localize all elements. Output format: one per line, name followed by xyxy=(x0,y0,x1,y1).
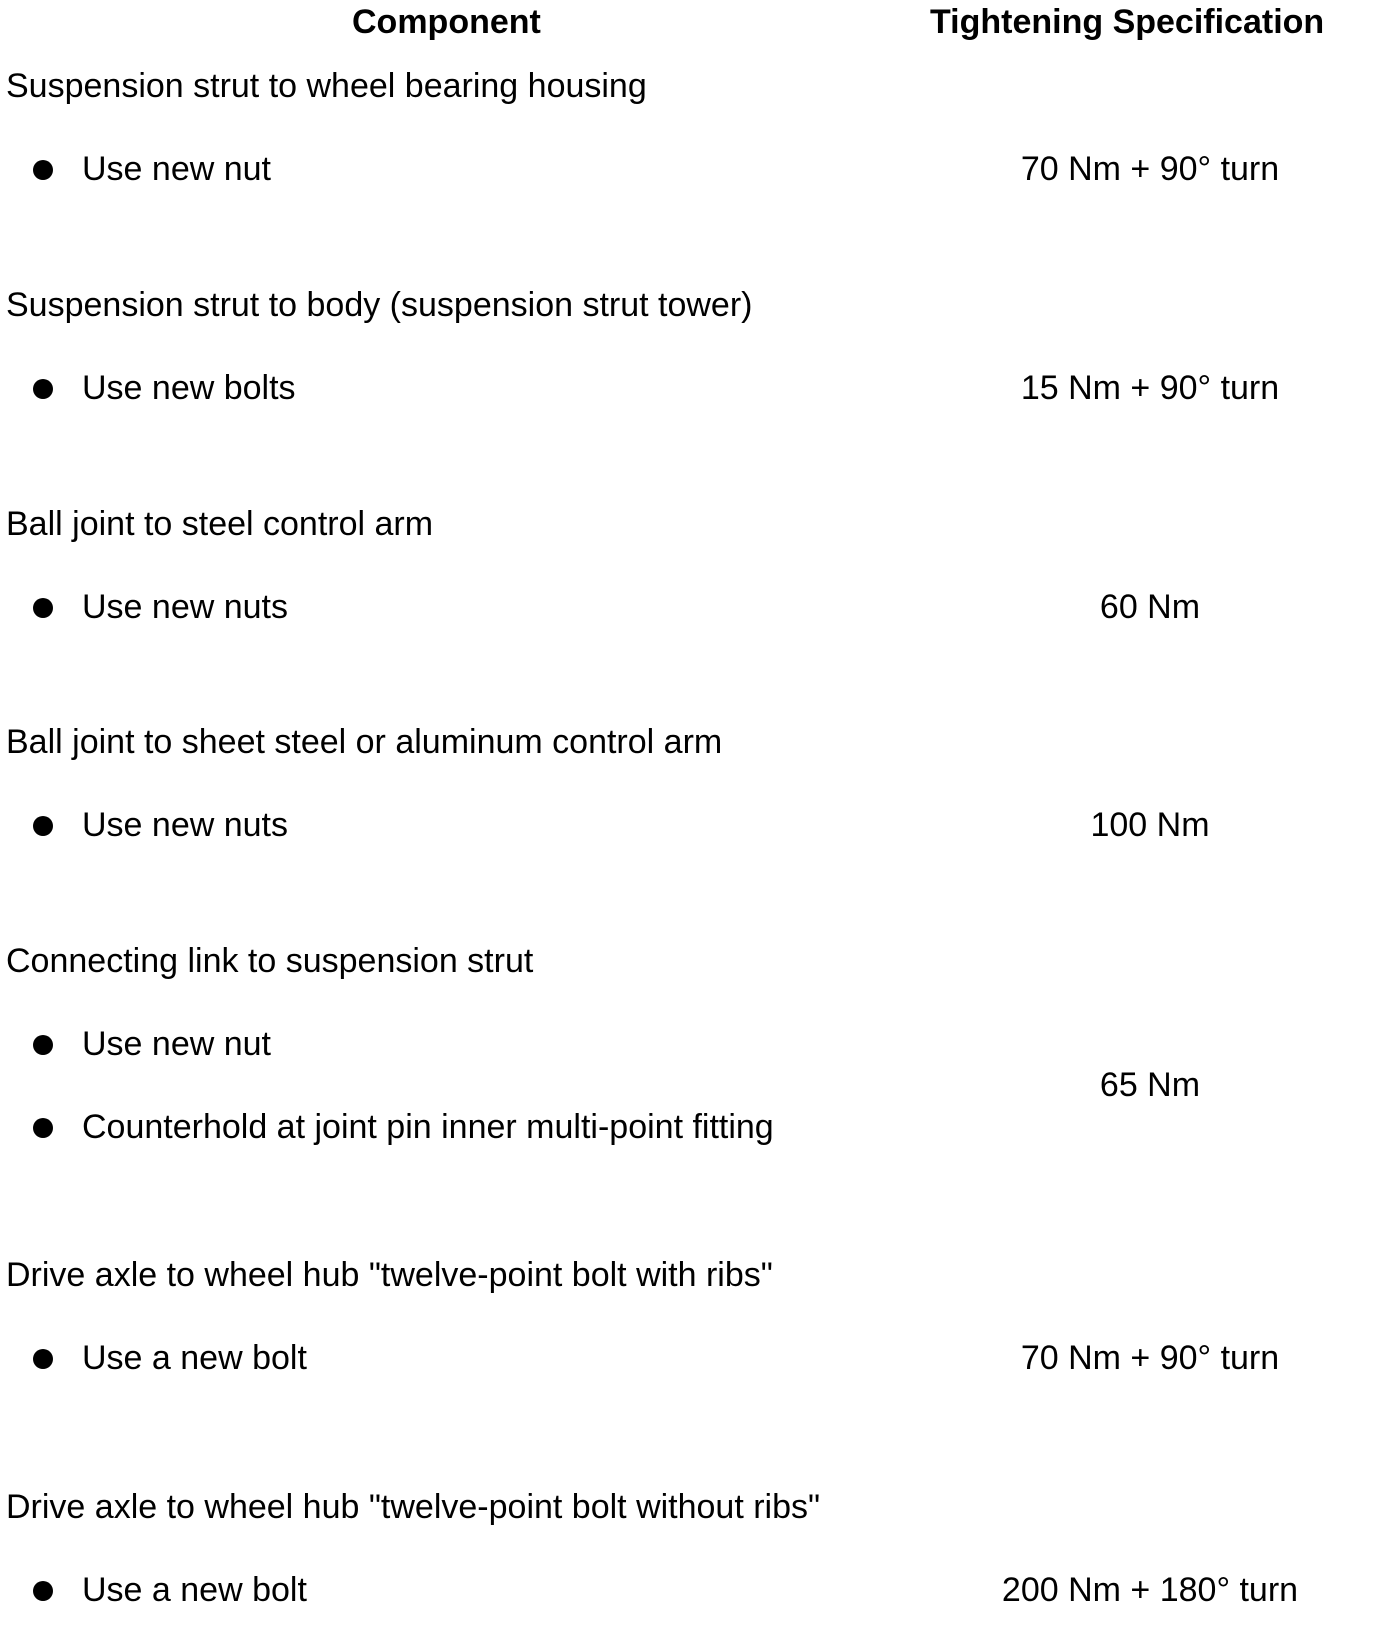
bullet-dot-icon xyxy=(33,1349,53,1369)
bullet-dot-icon xyxy=(33,160,53,180)
bullet-item xyxy=(0,805,860,845)
component-title: Ball joint to sheet steel or aluminum control arm xyxy=(6,723,723,761)
tightening-spec: 70 Nm + 90° turn xyxy=(1020,150,1280,188)
component-title: Suspension strut to body (suspension strut tower) xyxy=(6,286,753,324)
bullet-item xyxy=(0,1107,860,1147)
component-title: Connecting link to suspension strut xyxy=(6,942,534,980)
tightening-spec: 60 Nm xyxy=(1099,588,1201,626)
bullet-dot-icon xyxy=(33,379,53,399)
bullet-item xyxy=(0,587,860,627)
component-title: Ball joint to steel control arm xyxy=(6,505,434,543)
tightening-spec: 15 Nm + 90° turn xyxy=(1020,369,1280,407)
bullet-item xyxy=(0,149,860,189)
bullet-text: Use new nuts xyxy=(82,588,288,626)
bullet-dot-icon xyxy=(33,1581,53,1601)
bullet-text: Use a new bolt xyxy=(82,1571,307,1609)
bullet-item xyxy=(0,368,860,408)
bullet-text: Use a new bolt xyxy=(82,1339,307,1377)
tightening-spec: 200 Nm + 180° turn xyxy=(1001,1571,1299,1609)
component-title: Drive axle to wheel hub "twelve-point bolt with ribs" xyxy=(6,1256,773,1294)
tightening-spec: 65 Nm xyxy=(1099,1066,1201,1104)
component-title: Suspension strut to wheel bearing housing xyxy=(6,67,647,105)
component-title: Drive axle to wheel hub "twelve-point bolt without ribs" xyxy=(6,1488,821,1526)
bullet-dot-icon xyxy=(33,816,53,836)
bullet-item xyxy=(0,1338,860,1378)
bullet-text: Use new nut xyxy=(82,150,271,188)
bullet-text: Use new bolts xyxy=(82,369,296,407)
bullet-dot-icon xyxy=(33,1118,53,1138)
column-header-specification: Tightening Specification xyxy=(930,3,1325,41)
bullet-item xyxy=(0,1024,860,1064)
tightening-spec: 100 Nm xyxy=(1090,806,1210,844)
bullet-text: Use new nuts xyxy=(82,806,288,844)
bullet-item xyxy=(0,1570,860,1610)
bullet-dot-icon xyxy=(33,1035,53,1055)
bullet-text: Use new nut xyxy=(82,1025,271,1063)
bullet-dot-icon xyxy=(33,598,53,618)
column-header-component: Component xyxy=(352,3,541,41)
bullet-text: Counterhold at joint pin inner multi-point fitting xyxy=(82,1108,774,1146)
tightening-spec: 70 Nm + 90° turn xyxy=(1020,1339,1280,1377)
